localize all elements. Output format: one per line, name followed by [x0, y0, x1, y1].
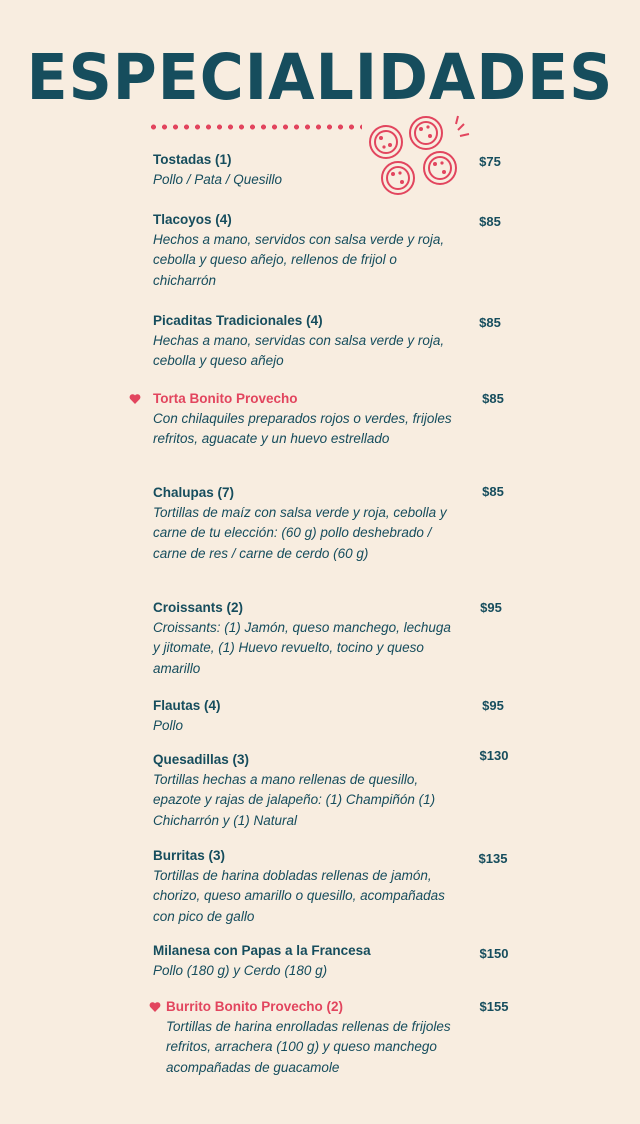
menu-item-price: $130 [479, 748, 509, 763]
menu-item-price: $75 [479, 154, 501, 169]
menu-item-price: $95 [482, 698, 504, 713]
menu-item-name: Milanesa con Papas a la Francesa [153, 943, 371, 958]
menu-item-name: Torta Bonito Provecho [153, 391, 298, 406]
menu-item-description: Pollo [153, 718, 184, 733]
menu-item-description: Hechos a mano, servidos con salsa verde y roja, cebolla y queso añejo, rellenos de frijol o chicharrón [153, 232, 445, 288]
menu-item-description: Pollo (180 g) y Cerdo (180 g) [153, 963, 328, 978]
menu-item-price: $85 [479, 214, 501, 229]
menu-item-price: $85 [479, 315, 501, 330]
menu-item-name: Quesadillas (3) [153, 752, 250, 767]
menu-item-description: Tortillas de harina dobladas rellenas de jamón, chorizo, queso amarillo o quesillo, acompañadas con pico de gallo [153, 868, 445, 924]
menu-item-name: Tlacoyos (4) [153, 212, 232, 227]
menu-item-name: Tostadas (1) [153, 152, 232, 167]
menu-item-description: Tortillas hechas a mano rellenas de quesillo, epazote y rajas de jalapeño: (1) Champiñón (1) Chicharrón y (1) Natural [153, 772, 436, 828]
heart-icon [129, 393, 141, 405]
menu-item-price: $150 [479, 946, 509, 961]
menu-item-price: $135 [478, 851, 508, 866]
menu-item-name: Burritas (3) [153, 848, 226, 863]
menu-item-price: $85 [482, 484, 504, 499]
dotted-divider [148, 124, 362, 130]
menu-item-description: Tortillas de maíz con salsa verde y roja, cebolla y carne de tu elección: (60 g) pollo deshebrado / carne de res / carne de cerdo (60 g) [153, 505, 447, 561]
page-title: ESPECIALIDADES [26, 41, 614, 115]
menu-item-description: Pollo / Pata / Quesillo [153, 172, 283, 187]
menu-item-name: Picaditas Tradicionales (4) [153, 313, 323, 328]
menu-item-name: Chalupas (7) [153, 485, 235, 500]
menu-item-name: Burrito Bonito Provecho (2) [166, 999, 344, 1014]
menu-item-name: Croissants (2) [153, 600, 244, 615]
menu-item [166, 997, 596, 1078]
menu-item-description: Croissants: (1) Jamón, queso manchego, lechuga y jitomate, (1) Huevo revuelto, tocino y queso amarillo [153, 620, 451, 676]
menu-item-price: $95 [480, 600, 502, 615]
menu-item-price: $85 [482, 391, 504, 406]
menu-item-description: Con chilaquiles preparados rojos o verdes, frijoles refritos, aguacate y un huevo estrellado [153, 411, 452, 447]
heart-icon [149, 1001, 161, 1013]
menu-item-price: $155 [479, 999, 509, 1014]
menu-item-description: Tortillas de harina enrolladas rellenas de frijoles refritos, arrachera (100 g) y queso manchego acompañadas de guacamole [166, 1019, 451, 1075]
menu-item-description: Hechas a mano, servidas con salsa verde y roja, cebolla y queso añejo [153, 333, 445, 369]
menu-item-name: Flautas (4) [153, 698, 221, 713]
